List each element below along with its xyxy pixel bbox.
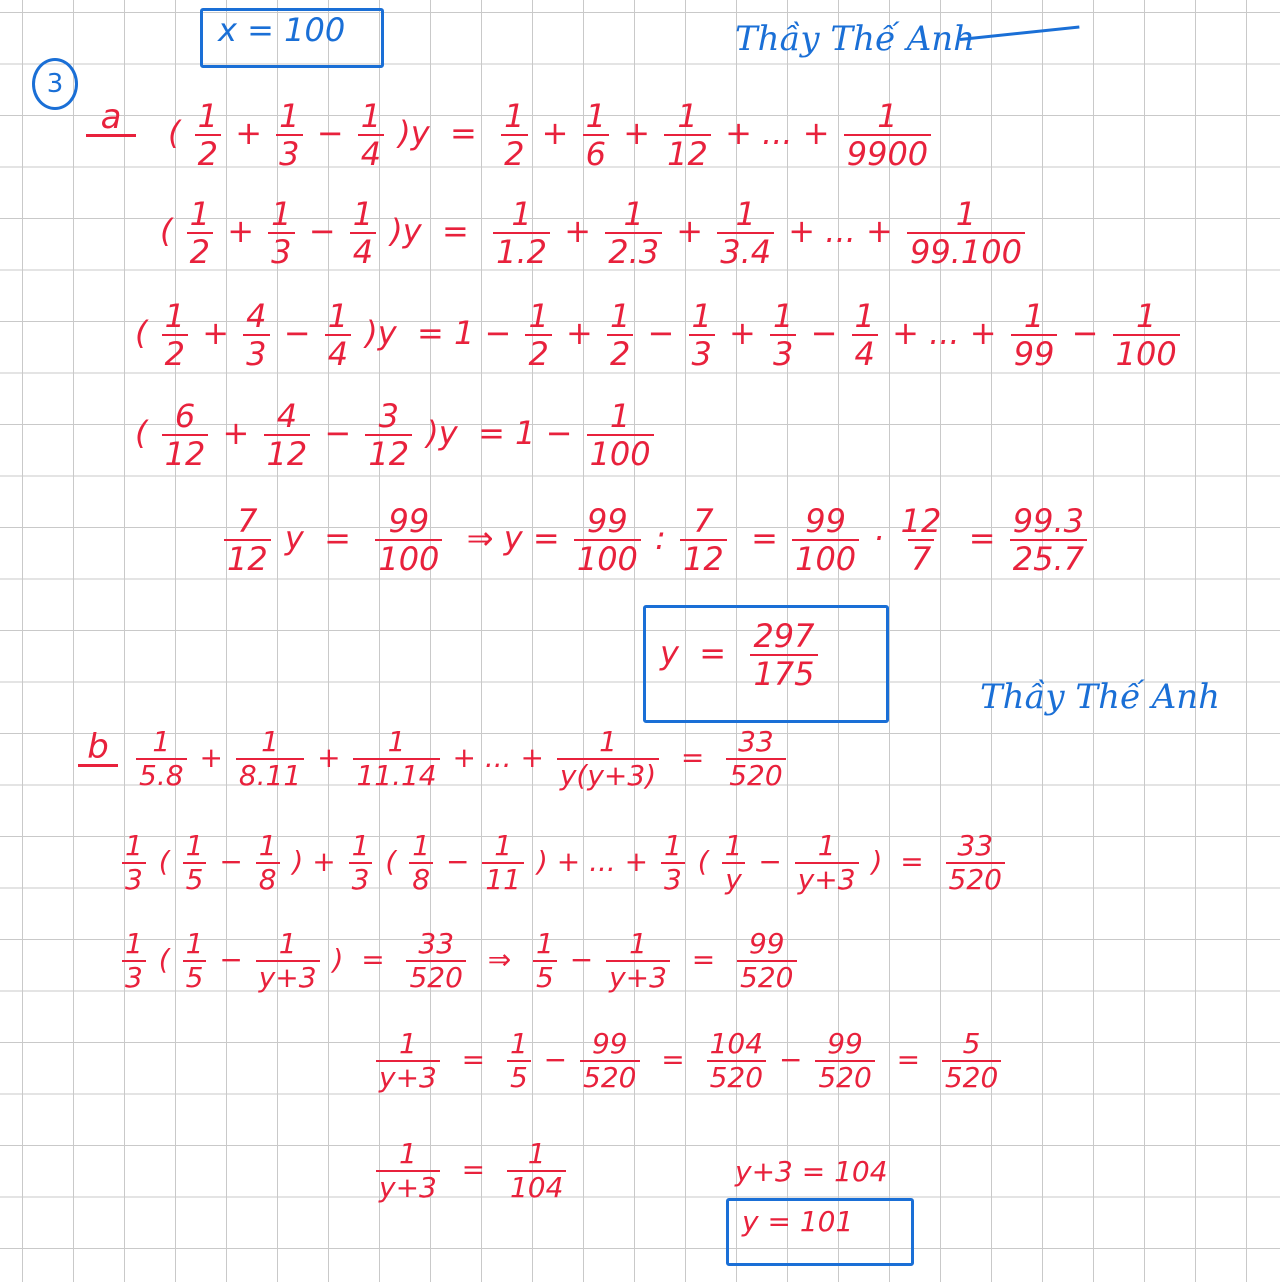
part-a-line4: ( $\frac{6}{12}$ + $\frac{4}{12}$ − $\frac{3}{12}$ )y = 1 − $\frac{1}{100}$ xyxy=(135,400,658,470)
part-b-line2: $\frac{1}{3}$ ( $\frac{1}{5}$ − $\frac{1}{8}$ ) + $\frac{1}{3}$ ( $\frac{1}{8}$ − $\frac{1}{11}$ ) + ... + $\frac{1}{3}$ ( $\frac{1}{y}$ − $\frac{1}{y+3}$ ) = $\frac{33}{520}$ xyxy=(118,832,1009,894)
boxed-result-text: x = 100 xyxy=(218,11,346,49)
part-a-result: y = $\frac{297}{175}$ xyxy=(660,620,822,690)
part-b-line1: $\frac{1}{5.8}$ + $\frac{1}{8.11}$ + $\frac{1}{11.14}$ + ... + $\frac{1}{y(y+3)}$ = $\frac{33}{520}$ xyxy=(132,728,790,790)
part-b-result: y = 101 xyxy=(742,1205,854,1238)
signature-underline xyxy=(960,25,1080,41)
part-a-line3: ( $\frac{1}{2}$ + $\frac{4}{3}$ − $\frac{1}{4}$ )y = 1 − $\frac{1}{2}$ + $\frac{1}{2}$ − $\frac{1}{3}$ + $\frac{1}{3}$ − $\frac{1}{4}$ + ... + $\frac{1}{99}$ − $\frac{1}{100}$ xyxy=(135,300,1184,370)
part-b-line5: $\frac{1}{y+3}$ = $\frac{1}{104}$ xyxy=(372,1140,570,1202)
signature-mid: Thầy Thế Anh xyxy=(980,677,1221,717)
part-a-line5: $\frac{7}{12}$ y = $\frac{99}{100}$ ⇒ y = $\frac{99}{100}$ : $\frac{7}{12}$ = $\frac{99}{100}$ · $\frac{12}{7}$ = $\frac{99.3}{25.7}$ xyxy=(220,505,1091,575)
part-b-line4: $\frac{1}{y+3}$ = $\frac{1}{5}$ − $\frac{99}{520}$ = $\frac{104}{520}$ − $\frac{99}{520}$ = $\frac{5}{520}$ xyxy=(372,1030,1005,1092)
part-b-step: y+3 = 104 xyxy=(735,1155,888,1188)
part-b-line3: $\frac{1}{3}$ ( $\frac{1}{5}$ − $\frac{1}{y+3}$ ) = $\frac{33}{520}$ ⇒ $\frac{1}{5}$ − $\frac{1}{y+3}$ = $\frac{99}{520}$ xyxy=(118,930,801,992)
part-a-line1: ( $\frac{1}{2}$ + $\frac{1}{3}$ − $\frac{1}{4}$ )y = $\frac{1}{2}$ + $\frac{1}{6}$ + $\frac{1}{12}$ + ... + $\frac{1}{9900}$ xyxy=(168,100,935,170)
problem-number: 3 xyxy=(32,58,78,110)
part-b-label: b xyxy=(78,730,118,767)
part-a-line2: ( $\frac{1}{2}$ + $\frac{1}{3}$ − $\frac{1}{4}$ )y = $\frac{1}{1.2}$ + $\frac{1}{2.3}$ + $\frac{1}{3.4}$ + ... + $\frac{1}{99.100}$ xyxy=(160,198,1029,268)
part-a-label: a xyxy=(86,100,136,137)
signature-top: Thầy Thế Anh xyxy=(735,19,976,59)
